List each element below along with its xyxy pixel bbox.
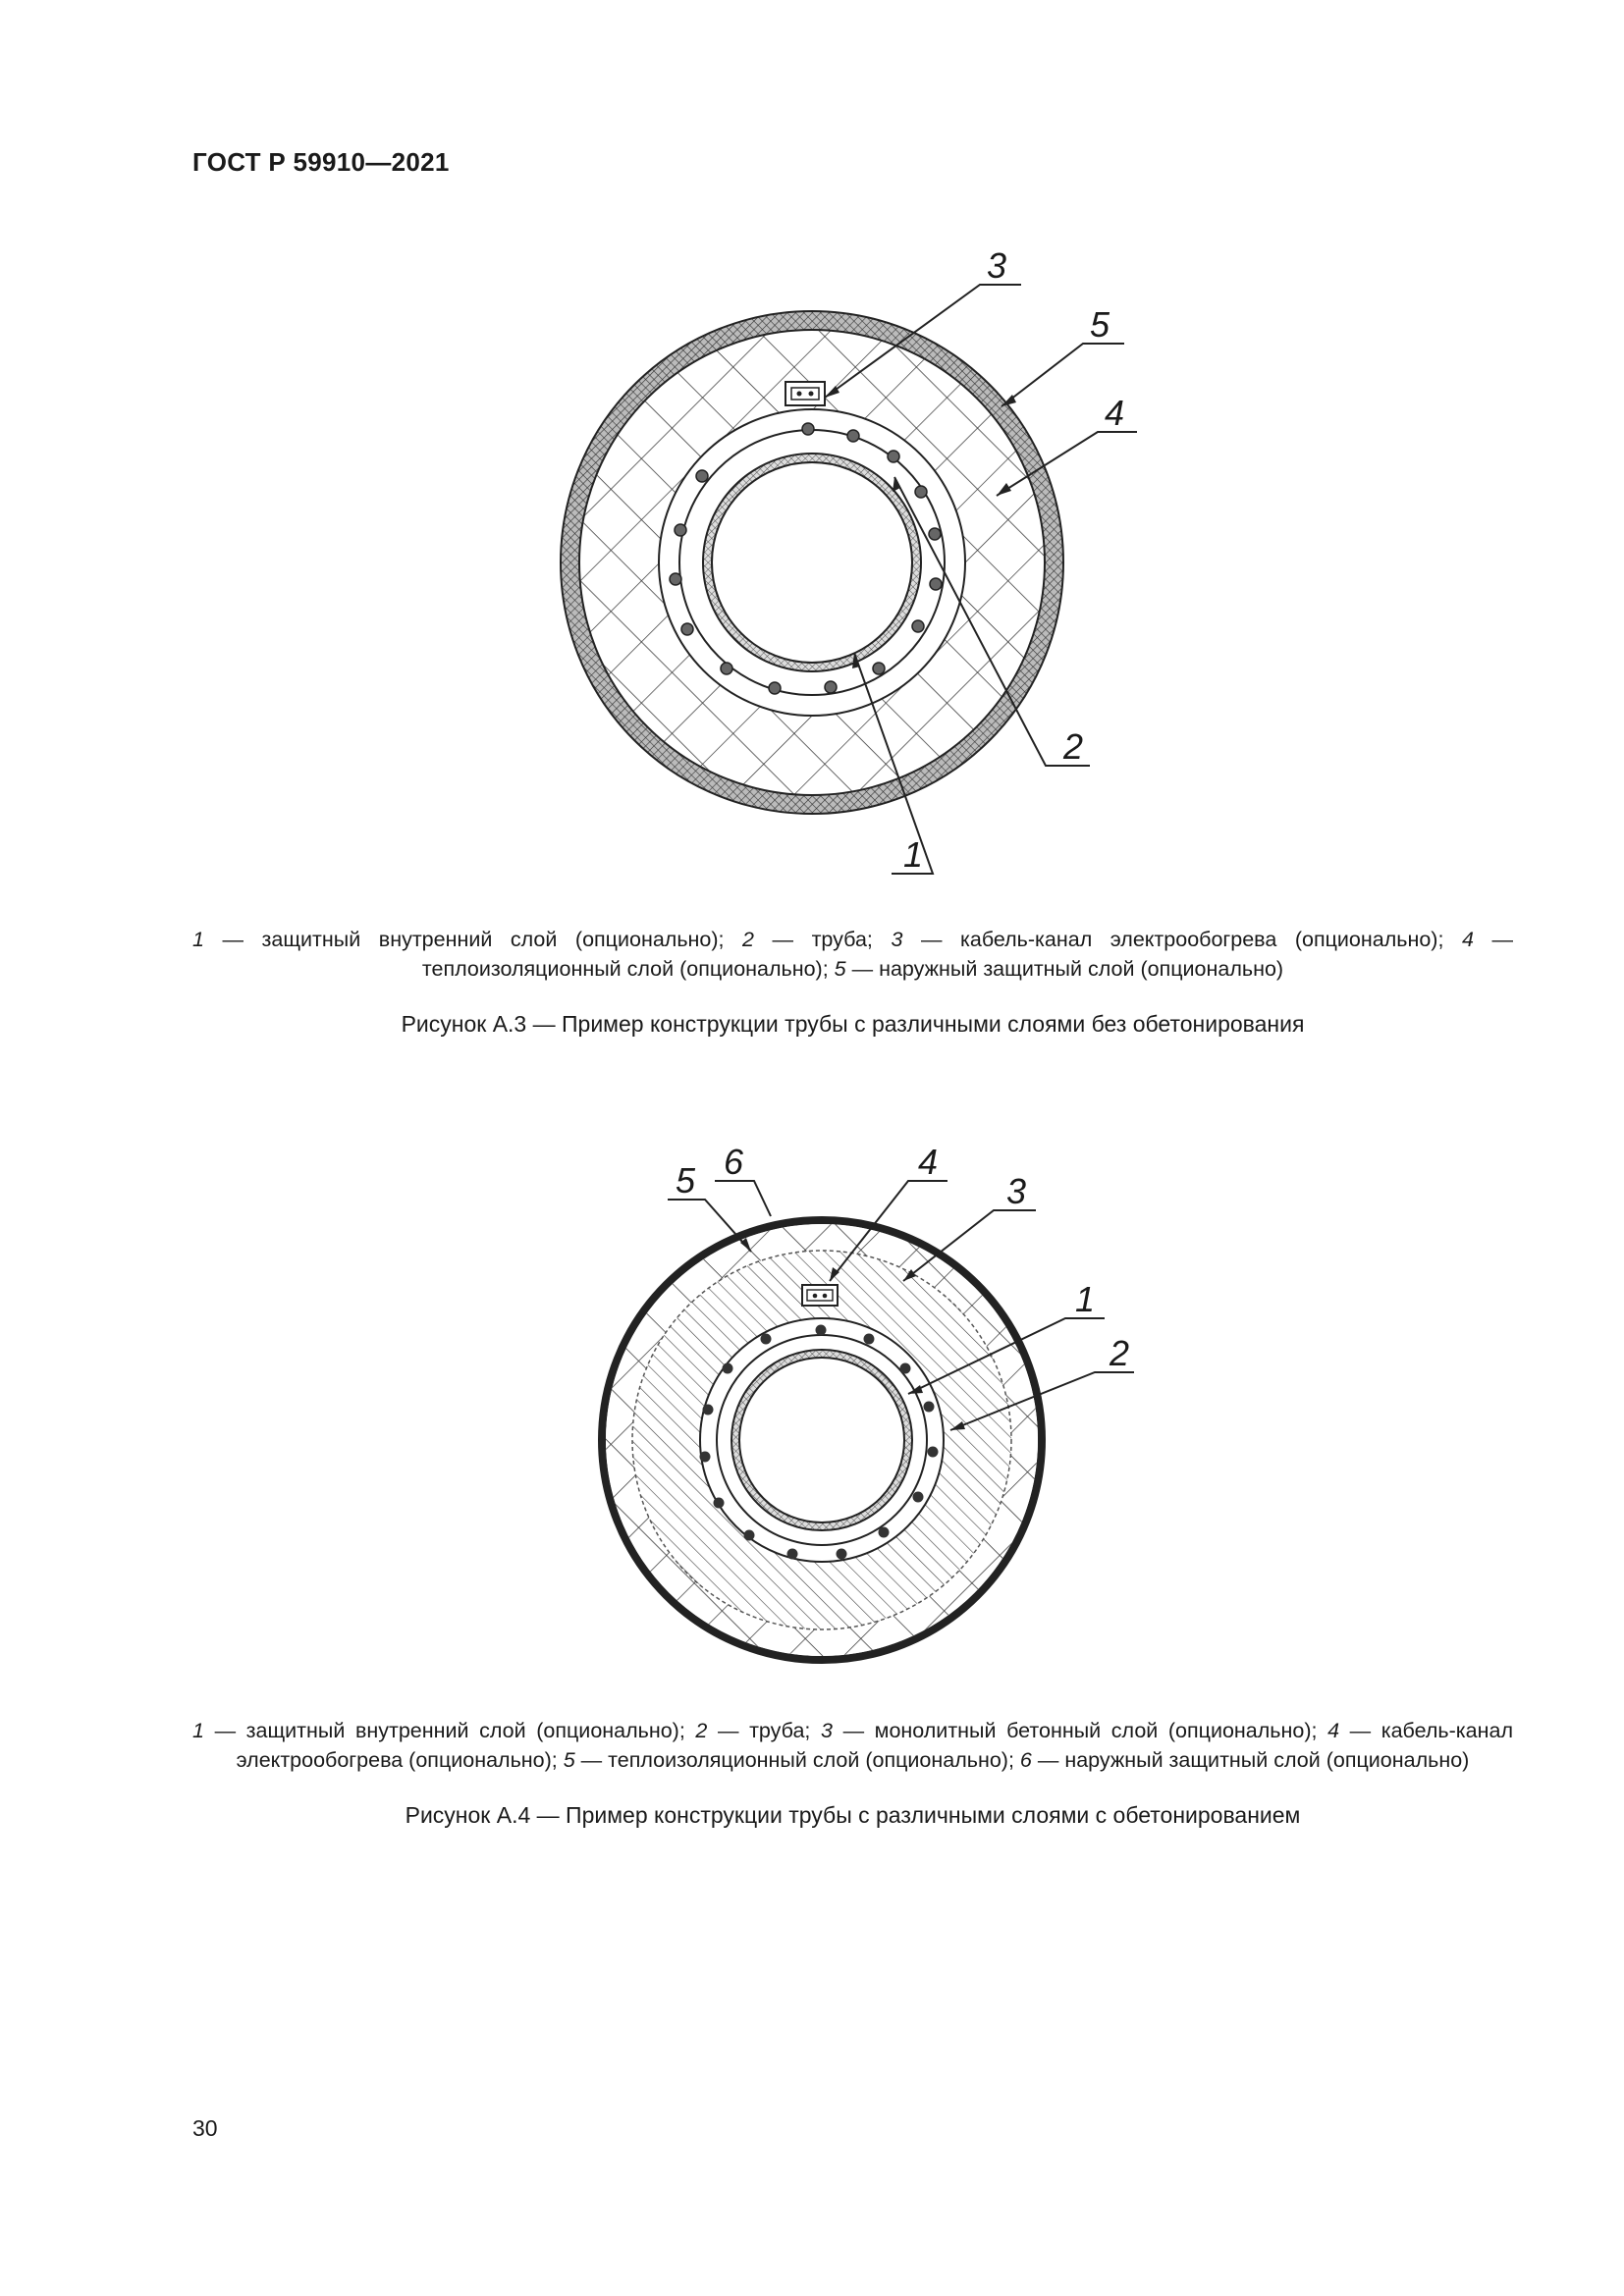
figure-a3-pipe-cross-section [0, 226, 1624, 913]
figure-a4-caption: Рисунок А.4 — Пример конструкции трубы с различными слоями с обетонированием [405, 1802, 1301, 1828]
callout-1-fig4: 1 [1075, 1279, 1096, 1319]
callout-4: 4 [1105, 393, 1125, 433]
callout-1: 1 [903, 834, 924, 875]
cable-channel-icon [785, 382, 825, 405]
callout-3-fig4: 3 [1006, 1171, 1027, 1211]
callout-2-fig4: 2 [1110, 1333, 1130, 1373]
page-number: 30 [192, 2115, 218, 2141]
callout-5: 5 [1090, 304, 1110, 345]
figure-a3-legend: 1 — защитный внутренний слой (опционально); 2 — труба; 3 — кабель-канал электрообогрева (опционально); 4 — теплоизоляционный слой (опционально); 5 — наружный защитный слой (опционально) [192, 928, 1513, 981]
document-header: ГОСТ Р 59910—2021 [192, 147, 450, 177]
callout-3: 3 [987, 245, 1007, 286]
cable-channel-icon-2 [802, 1285, 838, 1306]
callout-4-fig4: 4 [918, 1142, 939, 1182]
callout-6-fig4: 6 [724, 1142, 744, 1182]
figure-a3-caption: Рисунок А.3 — Пример конструкции трубы с различными слоями без обетонирования [401, 1011, 1305, 1037]
callout-5-fig4: 5 [676, 1160, 696, 1201]
figure-a4-pipe-cross-section [0, 1119, 1624, 1688]
figure-a4-legend: 1 — защитный внутренний слой (опционально); 2 — труба; 3 — монолитный бетонный слой (опционально); 4 — кабель-канал электрообогрева (опционально); 5 — теплоизоляционный слой (опционально); 6 — наружный защитный слой (опционально) [192, 1719, 1513, 1772]
callout-2: 2 [1063, 726, 1084, 767]
